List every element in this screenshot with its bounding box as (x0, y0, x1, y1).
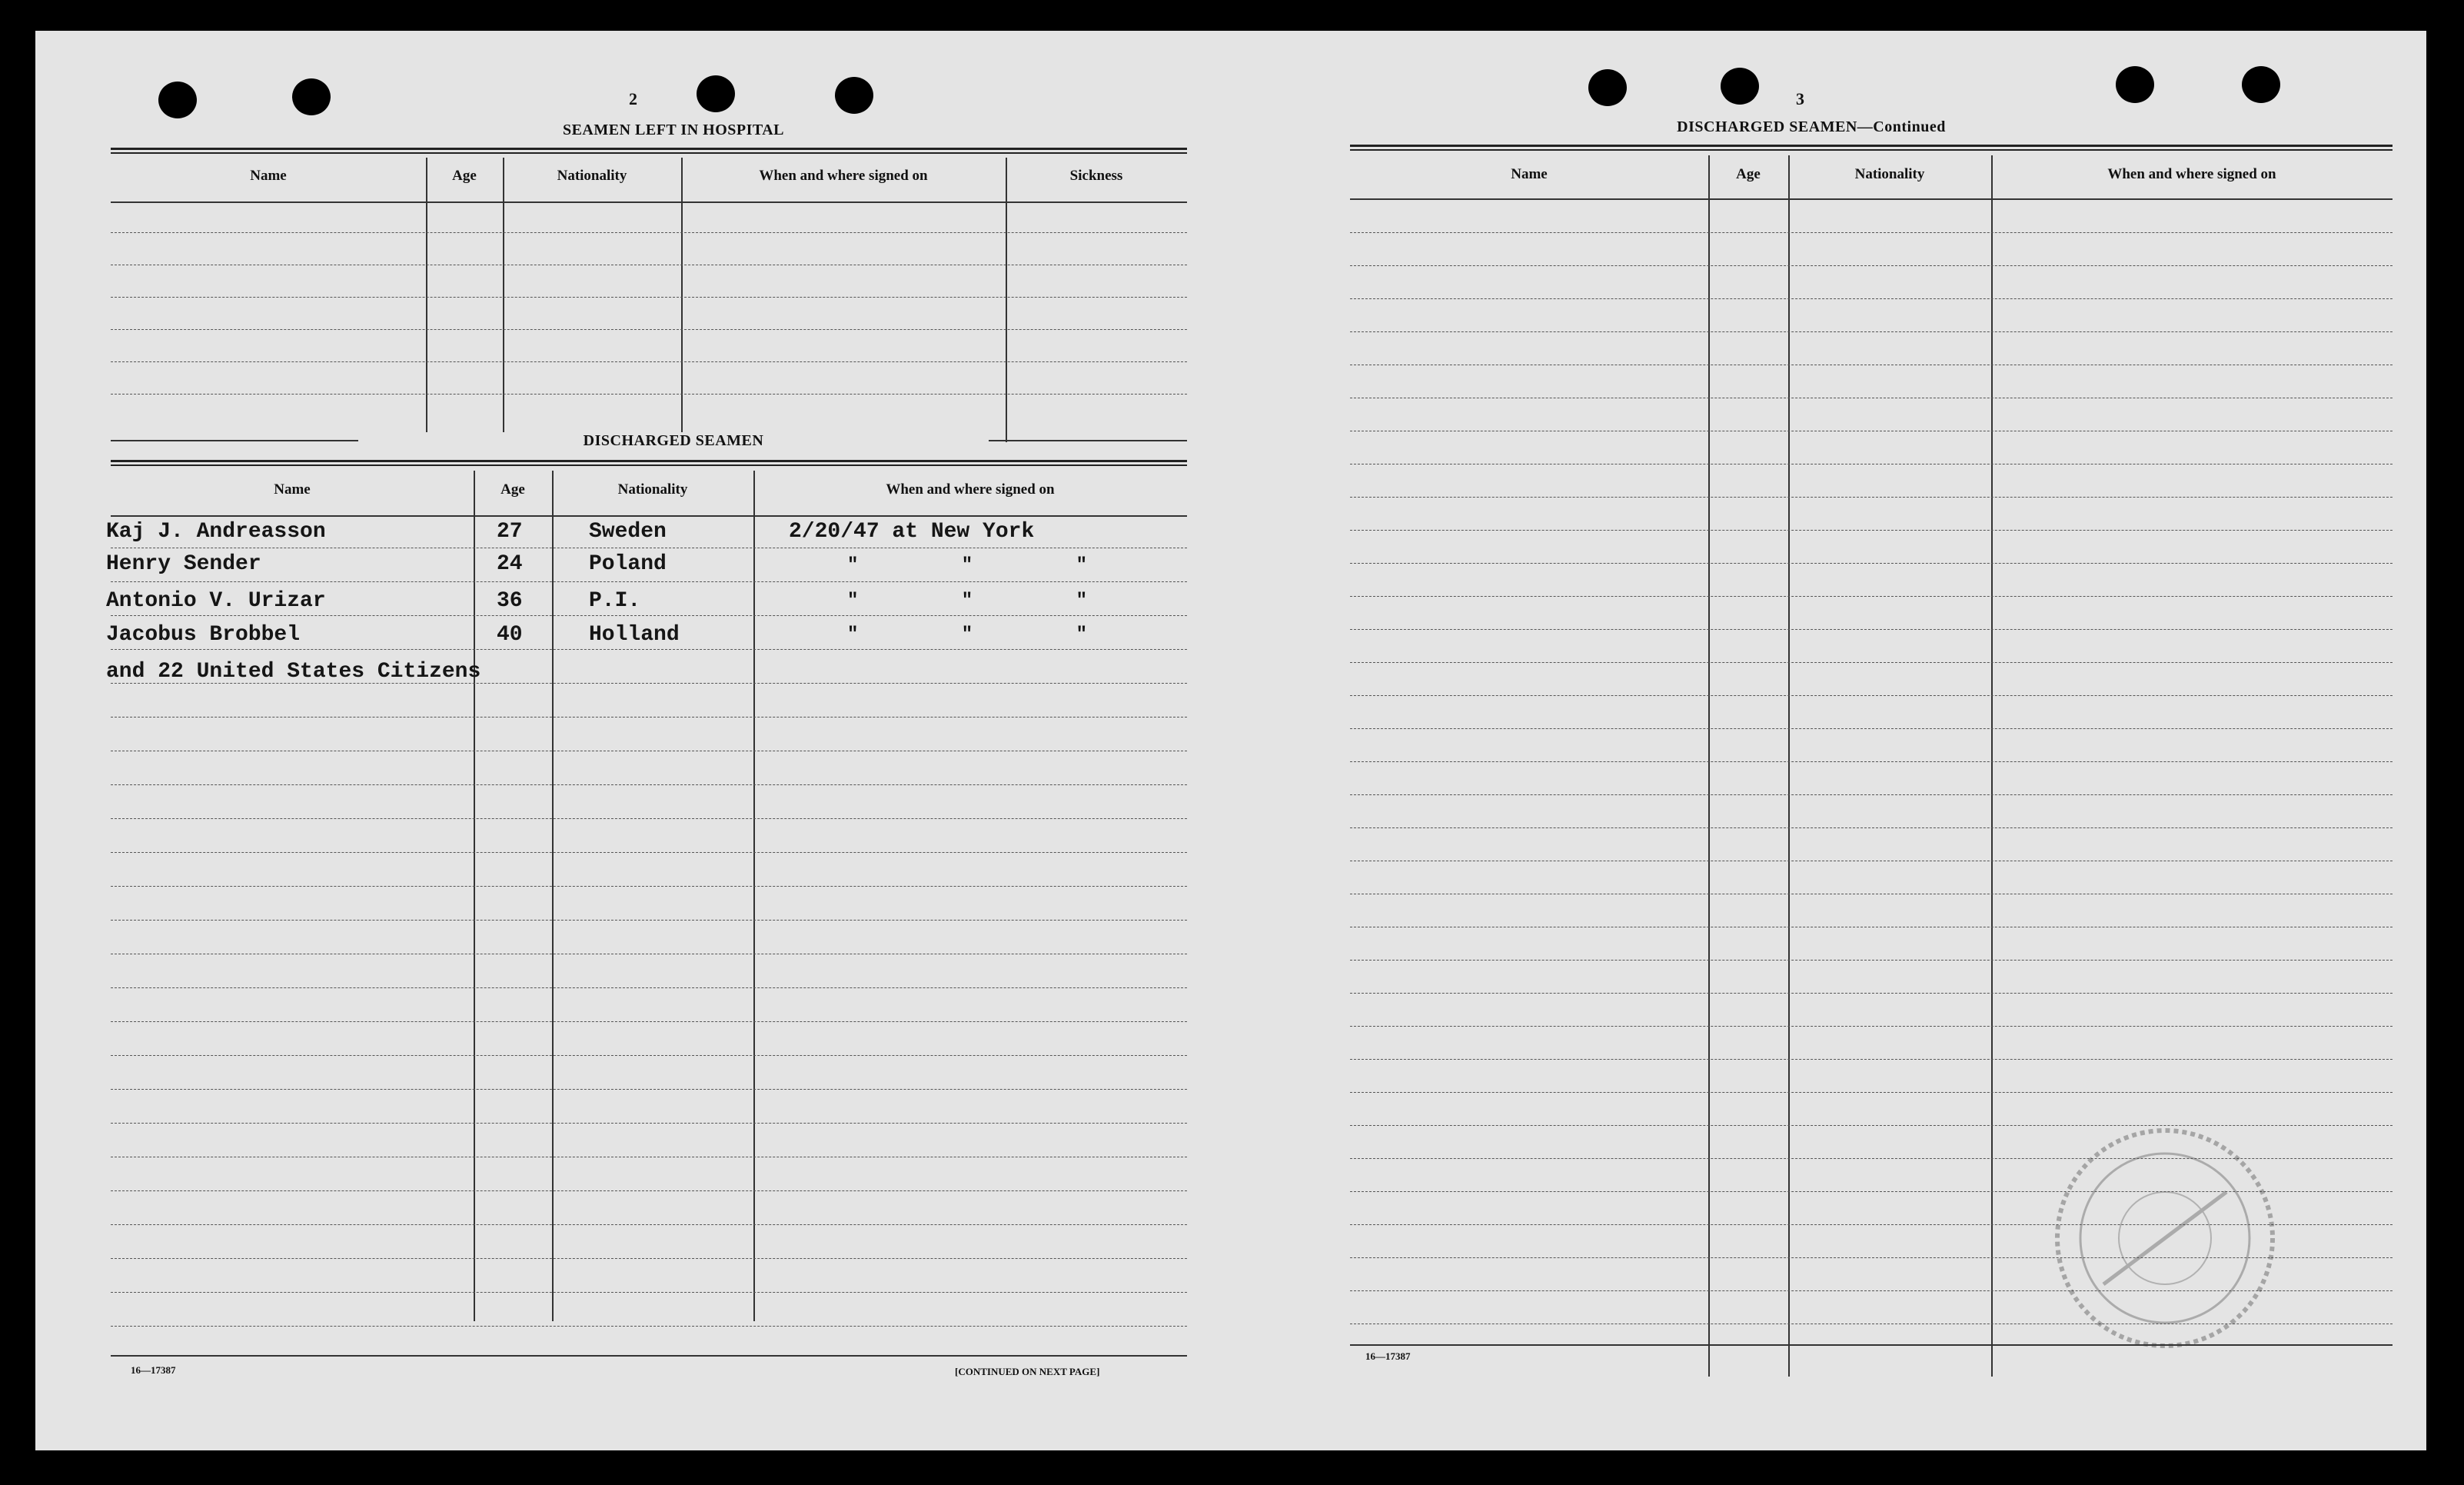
column-divider (1788, 155, 1790, 1377)
table-top-rule (1350, 145, 2393, 151)
header-rule (1350, 198, 2393, 200)
ruled-row-line (111, 649, 1187, 650)
col-header-age: Age (1736, 166, 1761, 182)
ruled-row-line (1350, 827, 2393, 828)
ruled-row-line (1350, 563, 2393, 564)
column-divider (681, 158, 683, 442)
right-section-title: DISCHARGED SEAMEN—Continued (1677, 118, 1946, 135)
row-1-nationality: Sweden (589, 520, 667, 544)
blank-row-line (111, 329, 1187, 330)
col-header-age: Age (500, 481, 525, 498)
col-header-signed-on: When and where signed on (759, 168, 928, 184)
col-header-age: Age (452, 168, 477, 184)
ruled-row-line (1350, 298, 2393, 299)
column-divider (1991, 155, 1993, 1377)
ruled-row-line (111, 886, 1187, 887)
row-3-nationality: P.I. (589, 589, 641, 613)
ruled-row-line (111, 818, 1187, 819)
ruled-row-line (1350, 629, 2393, 630)
ruled-row-line (111, 852, 1187, 853)
blank-row-line (111, 361, 1187, 362)
ruled-row-line (1350, 761, 2393, 762)
document-sheet (35, 31, 2426, 1450)
ruled-row-line (111, 1190, 1187, 1191)
page-number: 2 (629, 89, 637, 108)
hospital-section-title: SEAMEN LEFT IN HOSPITAL (562, 122, 785, 138)
discharged-section-title: DISCHARGED SEAMEN (358, 432, 989, 450)
row-1-age: 27 (497, 520, 523, 544)
ruled-row-line (111, 920, 1187, 921)
col-header-signed-on: When and where signed on (886, 481, 1055, 498)
header-rule (111, 515, 1187, 517)
ruled-row-line (111, 1021, 1187, 1022)
ruled-row-line (111, 784, 1187, 785)
ruled-row-line (1350, 265, 2393, 266)
column-divider (1708, 155, 1710, 1377)
table-bottom-rule (111, 1355, 1187, 1357)
row-3-name: Antonio V. Urizar (106, 589, 326, 613)
row-2-nationality: Poland (589, 552, 667, 576)
ruled-row-line (111, 581, 1187, 582)
column-divider (474, 471, 475, 1321)
ruled-row-line (1350, 960, 2393, 961)
ruled-row-line (1350, 662, 2393, 663)
row-4-age: 40 (497, 623, 523, 647)
ruled-row-line (111, 717, 1187, 718)
ruled-row-line (111, 1258, 1187, 1259)
blank-row-line (111, 297, 1187, 298)
col-header-name: Name (1511, 166, 1548, 182)
column-divider (1006, 158, 1007, 442)
col-header-nationality: Nationality (557, 168, 627, 184)
summary-line: and 22 United States Citizens (106, 660, 481, 684)
form-number: 16—17387 (1365, 1350, 1411, 1362)
punch-hole (1588, 69, 1627, 106)
ruled-row-line (1350, 497, 2393, 498)
ruled-row-line (111, 987, 1187, 988)
table-top-rule (111, 460, 1187, 466)
table-top-rule (111, 148, 1187, 154)
punch-hole (292, 78, 331, 115)
continued-note: [CONTINUED ON NEXT PAGE] (955, 1366, 1100, 1377)
ruled-row-line (1350, 695, 2393, 696)
punch-hole (2242, 66, 2280, 103)
ruled-row-line (1350, 1092, 2393, 1093)
ruled-row-line (1350, 596, 2393, 597)
col-header-sickness: Sickness (1069, 168, 1123, 184)
page-number: 3 (1796, 89, 1804, 108)
blank-row-line (111, 232, 1187, 233)
ruled-row-line (111, 1326, 1187, 1327)
punch-hole (1721, 68, 1759, 105)
punch-hole (2116, 66, 2154, 103)
row-1-name: Kaj J. Andreasson (106, 520, 326, 544)
ruled-row-line (111, 1089, 1187, 1090)
ruled-row-line (111, 1292, 1187, 1293)
column-divider (753, 471, 755, 1321)
row-3-age: 36 (497, 589, 523, 613)
column-divider (503, 158, 504, 442)
row-2-age: 24 (497, 552, 523, 576)
punch-hole (697, 75, 735, 112)
col-header-name: Name (274, 481, 311, 498)
row-1-signed-on: 2/20/47 at New York (789, 520, 1035, 544)
col-header-signed-on: When and where signed on (2107, 166, 2276, 182)
postmark-stamp (2050, 1123, 2280, 1353)
punch-hole (158, 82, 197, 118)
ruled-row-line (111, 1123, 1187, 1124)
row-2-signed-on: " " " (847, 555, 1088, 576)
ruled-row-line (1350, 993, 2393, 994)
ruled-row-line (1350, 728, 2393, 729)
ruled-row-line (1350, 331, 2393, 332)
left-page (35, 31, 1227, 1450)
ruled-row-line (111, 1224, 1187, 1225)
col-header-nationality: Nationality (1854, 166, 1925, 182)
ruled-row-line (1350, 1026, 2393, 1027)
column-divider (552, 471, 554, 1321)
punch-hole (835, 77, 873, 114)
row-4-nationality: Holland (589, 623, 680, 647)
row-4-signed-on: " " " (847, 624, 1088, 645)
ruled-row-line (1350, 232, 2393, 233)
ruled-row-line (1350, 794, 2393, 795)
form-number: 16—17387 (131, 1364, 176, 1376)
ruled-row-line (1350, 530, 2393, 531)
ruled-row-line (111, 615, 1187, 616)
column-divider (426, 158, 427, 442)
row-2-name: Henry Sender (106, 552, 261, 576)
ruled-row-line (1350, 1059, 2393, 1060)
row-4-name: Jacobus Brobbel (106, 623, 301, 647)
blank-row-line (111, 394, 1187, 395)
row-3-signed-on: " " " (847, 591, 1088, 611)
ruled-row-line (111, 1055, 1187, 1056)
col-header-nationality: Nationality (617, 481, 688, 498)
header-rule (111, 201, 1187, 203)
col-header-name: Name (250, 168, 287, 184)
